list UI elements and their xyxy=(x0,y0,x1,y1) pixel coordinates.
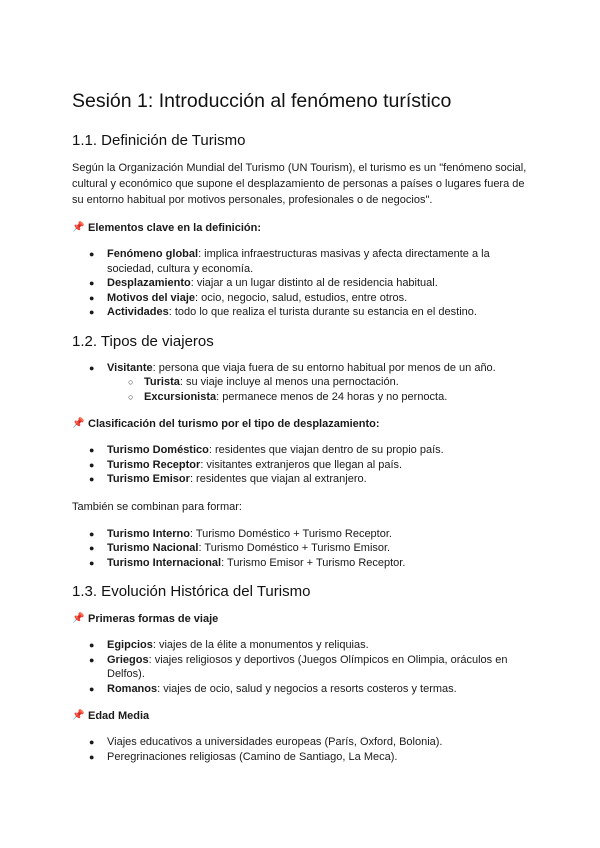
list-item: ● Visitante: persona que viaja fuera de su entorno habitual por menos de un año. xyxy=(89,361,496,374)
bullet-icon: ● xyxy=(89,654,95,665)
bullet-icon: ● xyxy=(89,557,95,568)
section-heading-tipos: 1.2. Tipos de viajeros xyxy=(72,332,214,350)
bullet-icon: ● xyxy=(89,640,95,650)
pushpin-icon: 📌 xyxy=(72,613,85,624)
hollow-bullet-icon: ○ xyxy=(128,377,134,387)
subheading-clasificacion xyxy=(72,416,532,432)
list-item: ● Fenómeno global: implica infraestructuras masivas y afecta directamente a la sociedad, cultura y economía. xyxy=(89,248,490,275)
traveler-types-list xyxy=(72,361,532,405)
subheading-label: Clasificación del turismo por el tipo de desplazamiento: xyxy=(88,418,380,430)
bullet-icon: ● xyxy=(89,737,95,747)
bullet-icon: ● xyxy=(89,249,95,259)
bullet-icon: ● xyxy=(89,543,95,553)
combination-paragraph: También se combinan para formar: xyxy=(72,500,242,513)
list-item: ● Turismo Interno: Turismo Doméstico + Turismo Receptor. xyxy=(89,527,392,540)
list-item: ● Desplazamiento: viajar a un lugar distinto al de residencia habitual. xyxy=(89,277,438,289)
combined-list xyxy=(72,527,532,571)
list-item: ● Turismo Receptor: visitantes extranjeros que llegan al país. xyxy=(89,458,403,471)
bullet-icon: ● xyxy=(89,683,95,694)
definition-paragraph: Según la Organización Mundial del Turismo (UN Tourism), el turismo es un "fenómeno social, cultural y económico que supone el desplazamiento de personas a países o lugares fuera de su entorno habitual por motivos personales, profesionales o de negocios". xyxy=(72,162,527,206)
subheading-label: Primeras formas de viaje xyxy=(88,613,219,625)
list-item: ● Viajes educativos a universidades europeas (París, Oxford, Bolonia). xyxy=(89,736,443,748)
list-item: ● Turismo Doméstico: residentes que viajan dentro de su propio país. xyxy=(89,444,444,456)
hollow-bullet-icon: ○ xyxy=(128,391,134,402)
pushpin-icon: 📌 xyxy=(72,710,85,721)
subheading-label: Elementos clave en la definición: xyxy=(88,222,261,234)
bullet-icon: ● xyxy=(89,528,95,539)
bullet-icon: ● xyxy=(89,362,95,373)
classification-list xyxy=(72,443,532,487)
list-item: ● Turismo Nacional: Turismo Doméstico + Turismo Emisor. xyxy=(89,542,391,554)
subheading-elementos-clave xyxy=(72,220,532,236)
page-title: Sesión 1: Introducción al fenómeno turístico xyxy=(72,90,452,112)
document-page xyxy=(72,88,532,776)
section-heading-definicion: 1.1. Definición de Turismo xyxy=(72,132,246,149)
sub-list-item: ○ Turista: su viaje incluye al menos una pernoctación. xyxy=(128,376,399,388)
bullet-icon: ● xyxy=(89,459,95,470)
subheading-primeras-formas xyxy=(72,611,532,627)
subheading-edad-media xyxy=(72,708,532,724)
list-item: ● Peregrinaciones religiosas (Camino de Santiago, La Meca). xyxy=(89,750,398,763)
bullet-icon: ● xyxy=(89,445,95,455)
pushpin-icon: 📌 xyxy=(72,222,85,233)
bullet-icon: ● xyxy=(89,292,95,303)
subheading-label: Edad Media xyxy=(88,710,150,722)
section-heading-evolucion: 1.3. Evolución Histórica del Turismo xyxy=(72,583,311,600)
early-travel-list xyxy=(72,638,532,696)
list-item: ● Actividades: todo lo que realiza el turista durante su estancia en el destino. xyxy=(89,306,477,318)
bullet-icon: ● xyxy=(89,751,95,762)
list-item: ● Romanos: viajes de ocio, salud y negocios a resorts costeros y termas. xyxy=(89,682,457,695)
pushpin-icon: 📌 xyxy=(72,418,85,429)
list-item: ● Griegos: viajes religiosos y deportivos (Juegos Olímpicos en Olimpia, oráculos en Delfos). xyxy=(89,653,508,680)
sub-list-item: ○ Excursionista: permanece menos de 24 horas y no pernocta. xyxy=(128,390,448,403)
bullet-icon: ● xyxy=(89,278,95,288)
bullet-icon: ● xyxy=(89,307,95,317)
bullet-icon: ● xyxy=(89,474,95,484)
list-item: ● Egipcios: viajes de la élite a monumentos y reliquias. xyxy=(89,639,369,651)
key-elements-list xyxy=(72,247,532,320)
middle-ages-list xyxy=(72,735,532,764)
list-item: ● Turismo Internacional: Turismo Emisor + Turismo Receptor. xyxy=(89,556,406,569)
list-item: ● Motivos del viaje: ocio, negocio, salud, estudios, entre otros. xyxy=(89,291,408,304)
list-item: ● Turismo Emisor: residentes que viajan al extranjero. xyxy=(89,473,367,485)
